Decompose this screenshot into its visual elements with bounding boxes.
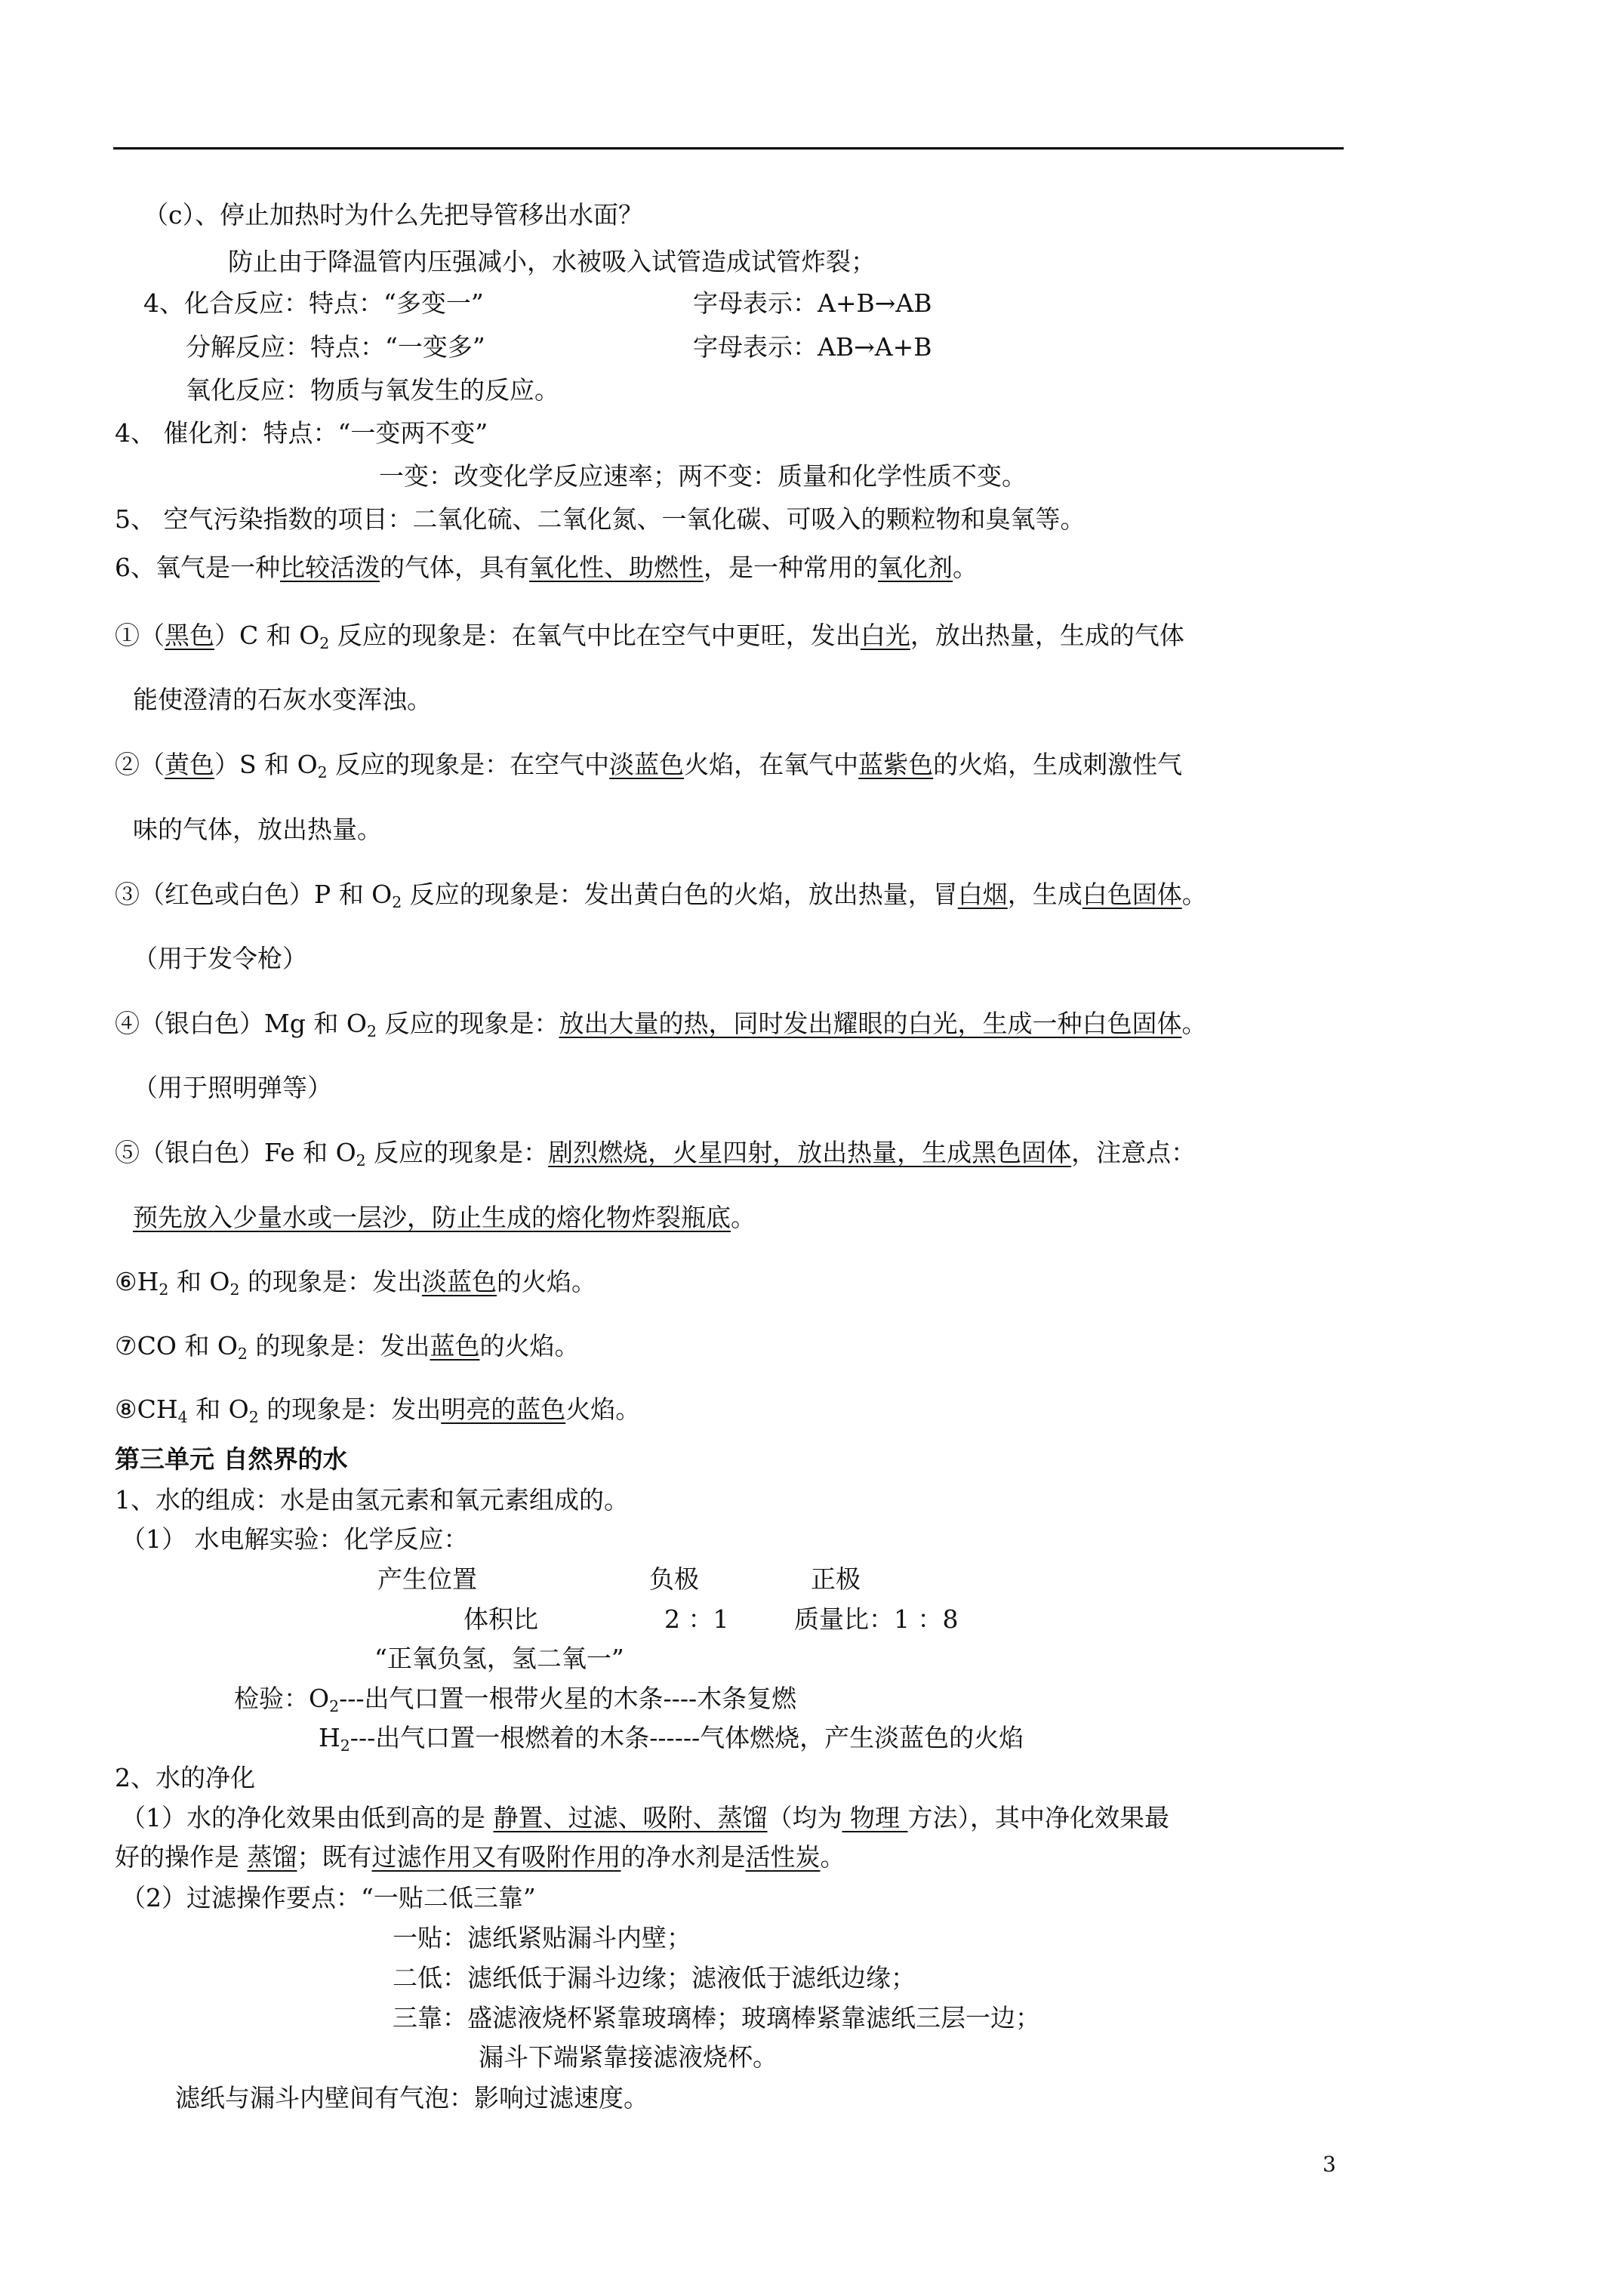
combination-reaction: 4、化合反应：特点：“多变一” [143, 288, 484, 318]
oxygen-properties: 6、氧气是一种比较活泼的气体，具有氧化性、助燃性，是一种常用的氧化剂。 [115, 553, 978, 582]
magnesium-oxygen-reaction: ④（银白色）Mg 和 $O_2$ 反应的现象是：放出大量的热，同时发出耀眼的白光，生成一种白色固体。 [115, 1009, 1207, 1040]
phosphorus-usage: （用于发令枪） [133, 944, 307, 973]
unit3-heading: 第三单元 自然界的水 [115, 1444, 348, 1474]
test-hydrogen: $H_2---$出气口置一根燃着的木条------气体燃烧，产生淡蓝色的火焰 [319, 1723, 1024, 1755]
water-composition: 1、水的组成：水是由氢元素和氧元素组成的。 [115, 1485, 629, 1515]
filtration-three-lean: 三靠：盛滤液烧杯紧靠玻璃棒；玻璃棒紧靠滤纸三层一边； [393, 2003, 1040, 2032]
electrolysis-experiment: （1） 水电解实验：化学反应： [121, 1524, 469, 1554]
phosphorus-oxygen-reaction: ③（红色或白色）P 和 $O_2$ 反应的现象是：发出黄白色的火焰，放出热量，冒白烟，生成白色固体。 [115, 880, 1207, 911]
question-c-answer: 防止由于降温管内压强减小，水被吸入试管造成试管炸裂； [228, 247, 876, 276]
page-number: 3 [1323, 2152, 1336, 2177]
electrolysis-mnemonic: “正氧负氢，氢二氧一” [374, 1644, 624, 1673]
electrolysis-positive: 正极 [811, 1564, 861, 1594]
co-oxygen-reaction: ⑦CO 和 $O_2$ 的现象是：发出蓝色的火焰。 [115, 1331, 580, 1363]
volume-ratio-label: 体积比 [463, 1604, 538, 1634]
hydrogen-oxygen-reaction: $⑥H_2$ 和 $O_2$ 的现象是：发出淡蓝色的火焰。 [115, 1267, 596, 1299]
carbon-oxygen-continued: 能使澄清的石灰水变浑浊。 [133, 685, 432, 714]
catalyst-title: 4、 催化剂：特点：“一变两不变” [115, 418, 488, 448]
test-oxygen: 检验：$O_2---$出气口置一根带火星的木条----木条复燃 [234, 1684, 797, 1715]
magnesium-usage: （用于照明弹等） [133, 1073, 332, 1102]
filtration-key-points: （2）过滤操作要点：“一贴二低三靠” [121, 1883, 536, 1912]
filtration-three-lean-continued: 漏斗下端紧靠接滤液烧杯。 [479, 2042, 778, 2072]
methane-oxygen-reaction: $⑧CH_4$ 和 $O_2$ 的现象是：发出明亮的蓝色火焰。 [115, 1395, 641, 1426]
air-pollution-index: 5、 空气污染指数的项目：二氧化硫、二氧化氮、一氧化碳、可吸入的颗粒物和臭氧等。 [115, 504, 1086, 534]
question-c: （c）、停止加热时为什么先把导管移出水面？ [143, 200, 643, 230]
filtration-two-low: 二低：滤纸低于漏斗边缘；滤液低于滤纸边缘； [393, 1963, 916, 1992]
iron-oxygen-note: 预先放入少量水或一层沙，防止生成的熔化物炸裂瓶底。 [133, 1203, 756, 1232]
carbon-oxygen-reaction: ①（黑色）C 和 $O_2$ 反应的现象是：在氧气中比在空气中更旺，发出白光，放出热量，生成的气体 [115, 621, 1184, 652]
filter-bubble-note: 滤纸与漏斗内壁间有气泡：影响过滤速度。 [175, 2083, 648, 2113]
volume-ratio-value: 2 ：1 [664, 1604, 729, 1634]
combination-formula: 字母表示：A+B→AB [693, 288, 932, 318]
oxidation-reaction: 氧化反应：物质与氧发生的反应。 [186, 375, 559, 405]
electrolysis-negative: 负极 [649, 1564, 699, 1594]
water-purification: 2、水的净化 [115, 1763, 255, 1792]
iron-oxygen-reaction: ⑤（银白色）Fe 和 $O_2$ 反应的现象是：剧烈燃烧，火星四射，放出热量，生成黑色固体，注意点： [115, 1138, 1196, 1170]
catalyst-detail: 一变：改变化学反应速率；两不变：质量和化学性质不变。 [379, 461, 1027, 491]
purification-order: （1）水的净化效果由低到高的是 静置、过滤、吸附、蒸馏（均为 物理 方法），其中净化效果最 [121, 1803, 1169, 1832]
decomposition-formula: 字母表示：AB→A+B [693, 332, 932, 362]
header-rule [113, 147, 1344, 149]
sulfur-oxygen-reaction: ②（黄色）S 和 $O_2$ 反应的现象是：在空气中淡蓝色火焰，在氧气中蓝紫色的火焰，生成刺激性气 [115, 750, 1183, 781]
sulfur-oxygen-continued: 味的气体，放出热量。 [133, 815, 382, 844]
purification-best: 好的操作是 蒸馏；既有过滤作用又有吸附作用的净水剂是活性炭。 [115, 1842, 845, 1872]
electrolysis-position-label: 产生位置 [377, 1564, 477, 1594]
filtration-one-stick: 一贴：滤纸紧贴漏斗内壁； [393, 1923, 691, 1952]
decomposition-reaction: 分解反应：特点：“一变多” [186, 332, 485, 362]
mass-ratio: 质量比：1 ：8 [794, 1604, 959, 1634]
